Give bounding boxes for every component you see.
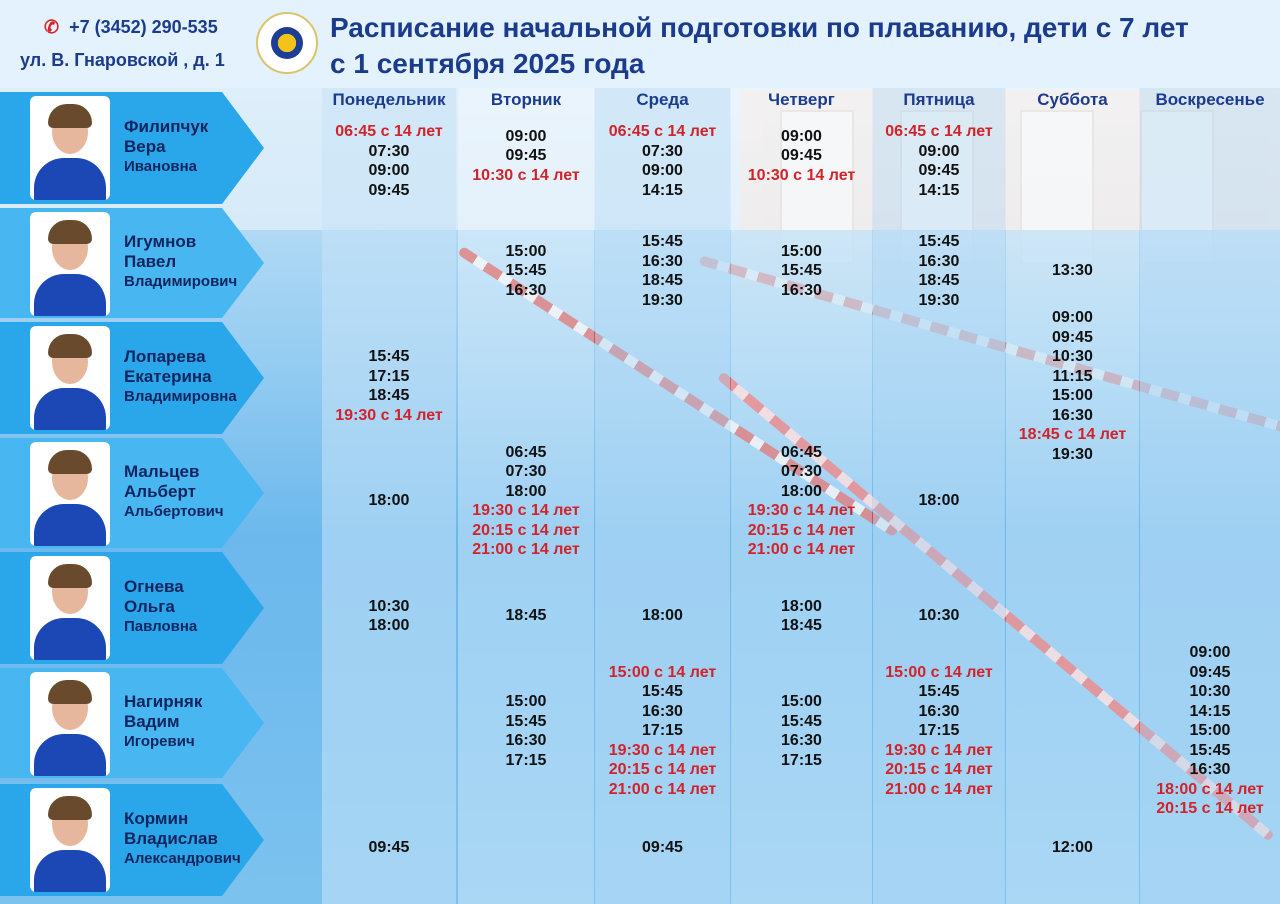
- coach-last-name: Игумнов: [124, 232, 197, 251]
- title-line-2: с 1 сентября 2025 года: [330, 48, 645, 79]
- session-time: 15:45: [918, 683, 960, 701]
- schedule-cell: [458, 242, 594, 301]
- session-time: 21:00 с 14 лет: [747, 541, 856, 558]
- coach-last-name: Нагирняк: [124, 692, 203, 711]
- session-time: 18:00: [918, 492, 960, 510]
- session-time: 16:30: [642, 252, 683, 270]
- coach-row: [0, 668, 264, 778]
- schedule-cell: [322, 347, 456, 425]
- session-time: 19:30: [1052, 445, 1093, 463]
- schedule-cell: [595, 663, 730, 800]
- session-time: 16:30: [1189, 761, 1231, 779]
- session-time: 18:45: [368, 387, 410, 404]
- schedule-cell: [595, 122, 730, 200]
- coach-row: [0, 322, 264, 434]
- club-logo-icon: [256, 12, 318, 74]
- schedule-cell: [322, 838, 456, 858]
- session-time: 10:30 с 14 лет: [747, 166, 856, 184]
- session-time: 19:30 с 14 лет: [608, 741, 717, 759]
- session-time: 09:45: [368, 839, 410, 857]
- schedule-cell: [1006, 308, 1139, 464]
- session-time: 14:15: [642, 181, 683, 199]
- session-time: 19:30 с 14 лет: [472, 502, 580, 519]
- session-time: 21:00 с 14 лет: [608, 780, 717, 798]
- session-time: 06:45 с 14 лет: [335, 123, 443, 140]
- coach-photo: [30, 326, 110, 430]
- session-time: 15:45: [918, 233, 960, 250]
- session-time: 10:30: [1189, 683, 1231, 701]
- session-time: 15:45: [505, 712, 547, 730]
- day-header: Пятница: [903, 90, 975, 109]
- session-time: 12:00: [1052, 839, 1093, 857]
- day-header: Четверг: [768, 90, 835, 109]
- session-time: 18:00: [642, 607, 683, 625]
- session-time: 17:15: [918, 722, 960, 740]
- coach-photo: [30, 442, 110, 546]
- schedule-cell: [873, 232, 1005, 310]
- coach-name: [124, 577, 197, 637]
- session-time: 17:15: [781, 751, 822, 769]
- schedule-cell: [595, 232, 730, 310]
- session-time: 15:45: [781, 712, 822, 730]
- session-time: 15:00: [1189, 722, 1231, 740]
- session-time: 17:15: [505, 751, 547, 769]
- coach-last-name: Мальцев: [124, 462, 200, 481]
- schedule-cell: [322, 491, 456, 511]
- phone-number[interactable]: +7 (3452) 290-535: [69, 17, 218, 37]
- session-time: 09:45: [781, 147, 822, 165]
- coach-middle-name: Павловна: [124, 618, 198, 635]
- coach-name: [124, 809, 241, 869]
- schedule-cell: [731, 127, 872, 186]
- session-time: 14:15: [1189, 702, 1231, 720]
- session-time: 18:45: [781, 617, 822, 634]
- session-time: 11:15: [1052, 367, 1093, 385]
- session-time: 07:30: [781, 463, 822, 480]
- session-time: 16:30: [918, 702, 960, 720]
- session-time: 20:15 с 14 лет: [885, 761, 993, 779]
- day-column: [1006, 88, 1139, 904]
- session-time: 10:30: [918, 607, 960, 625]
- session-time: 15:45: [642, 683, 683, 701]
- session-time: 09:00: [781, 127, 822, 145]
- coach-first-name: Ольга: [124, 597, 175, 616]
- phone-icon: ✆: [44, 17, 60, 37]
- session-time: 16:30: [505, 281, 547, 299]
- schedule-cell: [873, 663, 1005, 800]
- session-time: 18:00: [781, 482, 822, 500]
- session-time: 15:00 с 14 лет: [885, 663, 993, 681]
- session-time: 09:45: [918, 162, 960, 179]
- schedule-cell: [731, 443, 872, 560]
- session-time: 18:00: [368, 617, 410, 634]
- phone-line[interactable]: [44, 17, 218, 38]
- schedule-cell: [595, 606, 730, 626]
- session-time: 18:00: [781, 597, 822, 615]
- session-time: 21:00 с 14 лет: [885, 780, 993, 798]
- coach-first-name: Владислав: [124, 829, 218, 848]
- schedule-cell: [731, 597, 872, 636]
- schedule-cell: [1006, 838, 1139, 858]
- coach-middle-name: Игоревич: [124, 733, 195, 750]
- session-time: 15:00: [781, 242, 822, 260]
- session-time: 06:45: [505, 443, 547, 461]
- session-time: 09:00: [642, 162, 683, 179]
- coach-first-name: Вадим: [124, 712, 180, 731]
- session-time: 06:45: [781, 443, 822, 461]
- session-time: 10:30 с 14 лет: [472, 166, 580, 184]
- session-time: 15:45: [781, 262, 822, 280]
- session-time: 13:30: [1052, 262, 1093, 280]
- coach-photo: [30, 556, 110, 660]
- session-time: 09:00: [505, 127, 547, 145]
- session-time: 10:30: [368, 597, 410, 615]
- coach-photo: [30, 96, 110, 200]
- session-time: 15:45: [1189, 741, 1231, 759]
- coach-first-name: Павел: [124, 252, 177, 271]
- coach-row: [0, 784, 264, 896]
- session-time: 18:45: [642, 272, 683, 289]
- schedule-cell: [1006, 261, 1139, 281]
- coach-middle-name: Александрович: [124, 850, 241, 867]
- coach-first-name: Альберт: [124, 482, 196, 501]
- session-time: 15:00: [505, 242, 547, 260]
- coach-name: [124, 347, 237, 407]
- session-time: 09:00: [1052, 309, 1093, 326]
- session-time: 16:30: [781, 281, 822, 299]
- day-header: Понедельник: [332, 90, 446, 109]
- session-time: 21:00 с 14 лет: [472, 541, 580, 558]
- coach-last-name: Лопарева: [124, 347, 206, 366]
- session-time: 18:00: [368, 492, 410, 510]
- session-time: 16:30: [918, 252, 960, 270]
- session-time: 18:45 с 14 лет: [1018, 426, 1127, 443]
- session-time: 16:30: [642, 702, 683, 720]
- coach-name: [124, 117, 208, 177]
- session-time: 09:45: [1189, 663, 1231, 681]
- session-time: 07:30: [368, 142, 410, 160]
- session-time: 09:45: [642, 839, 683, 857]
- session-time: 10:30: [1052, 348, 1093, 365]
- coach-name: [124, 462, 224, 522]
- session-time: 20:15 с 14 лет: [472, 521, 580, 539]
- coach-row: [0, 92, 264, 204]
- session-time: 16:30: [781, 732, 822, 749]
- coach-row: [0, 208, 264, 318]
- session-time: 16:30: [1052, 406, 1093, 424]
- schedule-cell: [458, 692, 594, 770]
- session-time: 07:30: [505, 463, 547, 480]
- coach-row: [0, 438, 264, 548]
- coach-photo: [30, 672, 110, 776]
- session-time: 16:30: [505, 732, 547, 749]
- schedule-cell: [873, 606, 1005, 626]
- schedule-cell: [595, 838, 730, 858]
- schedule-cell: [873, 491, 1005, 511]
- session-time: 17:15: [642, 722, 683, 740]
- coach-first-name: Вера: [124, 137, 166, 156]
- coach-last-name: Филипчук: [124, 117, 209, 136]
- session-time: 09:00: [918, 142, 960, 160]
- address: ул. В. Гнаровской , д. 1: [20, 50, 225, 70]
- session-time: 15:00: [781, 693, 822, 710]
- session-time: 20:15 с 14 лет: [608, 761, 717, 779]
- schedule-cell: [458, 606, 594, 626]
- coach-middle-name: Владимирович: [124, 273, 238, 290]
- day-header: Среда: [636, 90, 689, 109]
- session-time: 18:45: [918, 272, 960, 289]
- coach-middle-name: Ивановна: [124, 158, 197, 175]
- session-time: 19:30: [918, 291, 960, 309]
- session-time: 19:30 с 14 лет: [747, 502, 856, 519]
- session-time: 15:45: [642, 233, 683, 250]
- schedule-cell: [873, 122, 1005, 200]
- session-time: 20:15 с 14 лет: [747, 521, 856, 539]
- page-title: [330, 10, 1189, 82]
- schedule-cell: [731, 242, 872, 301]
- session-time: 09:00: [1189, 644, 1231, 662]
- session-time: 19:30 с 14 лет: [885, 741, 993, 759]
- session-time: 15:45: [505, 262, 547, 280]
- schedule-cell: [731, 692, 872, 770]
- schedule-cell: [458, 127, 594, 186]
- session-time: 19:30: [642, 291, 683, 309]
- coach-photo: [30, 788, 110, 892]
- session-time: 19:30 с 14 лет: [335, 406, 443, 424]
- session-time: 09:45: [505, 147, 547, 165]
- session-time: 06:45 с 14 лет: [885, 123, 993, 140]
- coach-row: [0, 552, 264, 664]
- session-time: 15:00: [1052, 387, 1093, 404]
- session-time: 18:00: [505, 482, 547, 500]
- schedule-cell: [322, 597, 456, 636]
- coach-middle-name: Владимировна: [124, 388, 237, 405]
- coach-last-name: Кормин: [124, 809, 189, 828]
- session-time: 07:30: [642, 142, 683, 160]
- coach-middle-name: Альбертович: [124, 503, 224, 520]
- schedule-cell: [322, 122, 456, 200]
- coach-photo: [30, 212, 110, 316]
- session-time: 15:00: [505, 693, 547, 710]
- coach-name: [124, 232, 237, 292]
- coach-first-name: Екатерина: [124, 367, 212, 386]
- session-time: 09:45: [1052, 328, 1093, 346]
- schedule-cell: [1140, 643, 1280, 819]
- session-time: 18:45: [505, 607, 547, 625]
- session-time: 18:00 с 14 лет: [1156, 780, 1264, 798]
- day-header: Вторник: [490, 90, 562, 109]
- session-time: 14:15: [918, 181, 960, 199]
- session-time: 09:45: [368, 181, 410, 199]
- session-time: 15:00 с 14 лет: [608, 663, 717, 681]
- session-time: 20:15 с 14 лет: [1156, 800, 1264, 818]
- title-line-1: Расписание начальной подготовки по плаванию, дети с 7 лет: [330, 12, 1189, 43]
- session-time: 09:00: [368, 162, 410, 179]
- session-time: 17:15: [368, 367, 410, 385]
- session-time: 15:45: [368, 348, 410, 365]
- day-header: Воскресенье: [1155, 90, 1265, 109]
- coach-last-name: Огнева: [124, 577, 184, 596]
- schedule-cell: [458, 443, 594, 560]
- day-header: Суббота: [1037, 90, 1108, 109]
- session-time: 06:45 с 14 лет: [608, 123, 717, 140]
- coach-name: [124, 692, 202, 752]
